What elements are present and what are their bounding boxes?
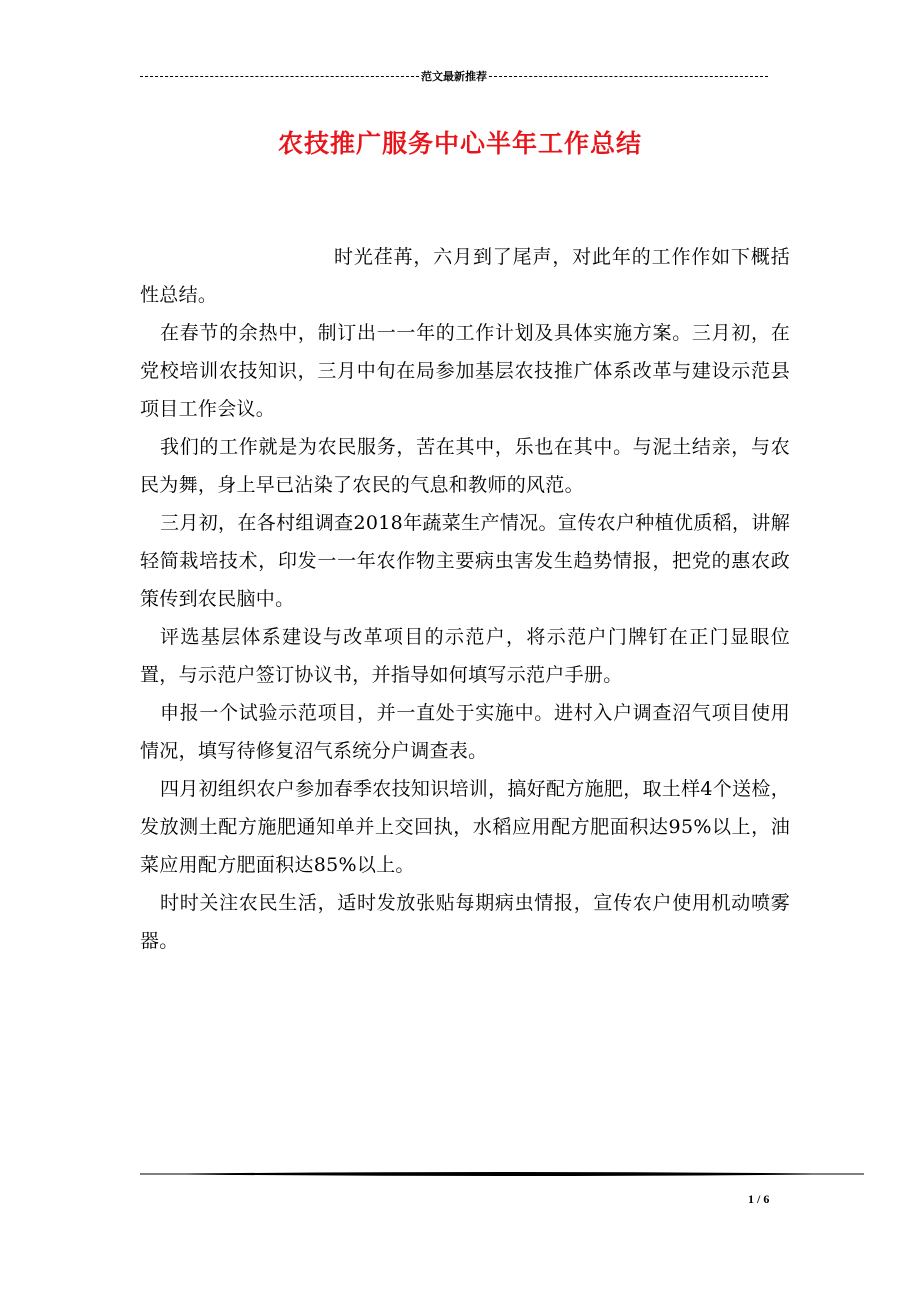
header-bar: [140, 66, 768, 86]
paragraph-1: 时光荏苒，六月到了尾声，对此年的工作作如下概括性总结。: [140, 246, 790, 306]
paragraph-4: 三月初，在各村组调查2018年蔬菜生产情况。宣传农户种植优质稻，讲解轻简栽培技术，印发一一年农作物主要病虫害发生趋势情报，把党的惠农政策传到农民脑中。: [140, 512, 790, 610]
paragraph-6: 申报一个试验示范项目，并一直处于实施中。进村入户调查沼气项目使用情况，填写待修复沼气系统分户调查表。: [140, 702, 790, 762]
header-dashed-rule-right: [489, 76, 768, 77]
paragraph-3: 我们的工作就是为农民服务，苦在其中，乐也在其中。与泥土结亲，与农民为舞，身上早已沾染了农民的气息和教师的风范。: [140, 436, 790, 496]
paragraph-8: 时时关注农民生活，适时发放张贴每期病虫情报，宣传农户使用机动喷雾器。: [140, 892, 790, 952]
paragraph-2: 在春节的余热中，制订出一一年的工作计划及具体实施方案。三月初，在党校培训农技知识，三月中旬在局参加基层农技推广体系改革与建设示范县项目工作会议。: [140, 322, 790, 420]
header-label: 范文最新推荐: [421, 70, 487, 83]
page-number: 1 / 6: [748, 1192, 770, 1206]
header-dashed-rule-left: [140, 76, 419, 77]
footer-rule: [140, 1170, 864, 1178]
paragraph-7: 四月初组织农户参加春季农技知识培训，搞好配方施肥，取土样4个送检，发放测土配方施肥通知单并上交回执，水稻应用配方肥面积达95%以上，油菜应用配方肥面积达85%以上。: [140, 778, 790, 876]
document-body: [140, 238, 790, 960]
paragraph-5: 评选基层体系建设与改革项目的示范户，将示范户门牌钉在正门显眼位置，与示范户签订协议书，并指导如何填写示范户手册。: [140, 626, 790, 686]
document-title: 农技推广服务中心半年工作总结: [277, 129, 642, 158]
